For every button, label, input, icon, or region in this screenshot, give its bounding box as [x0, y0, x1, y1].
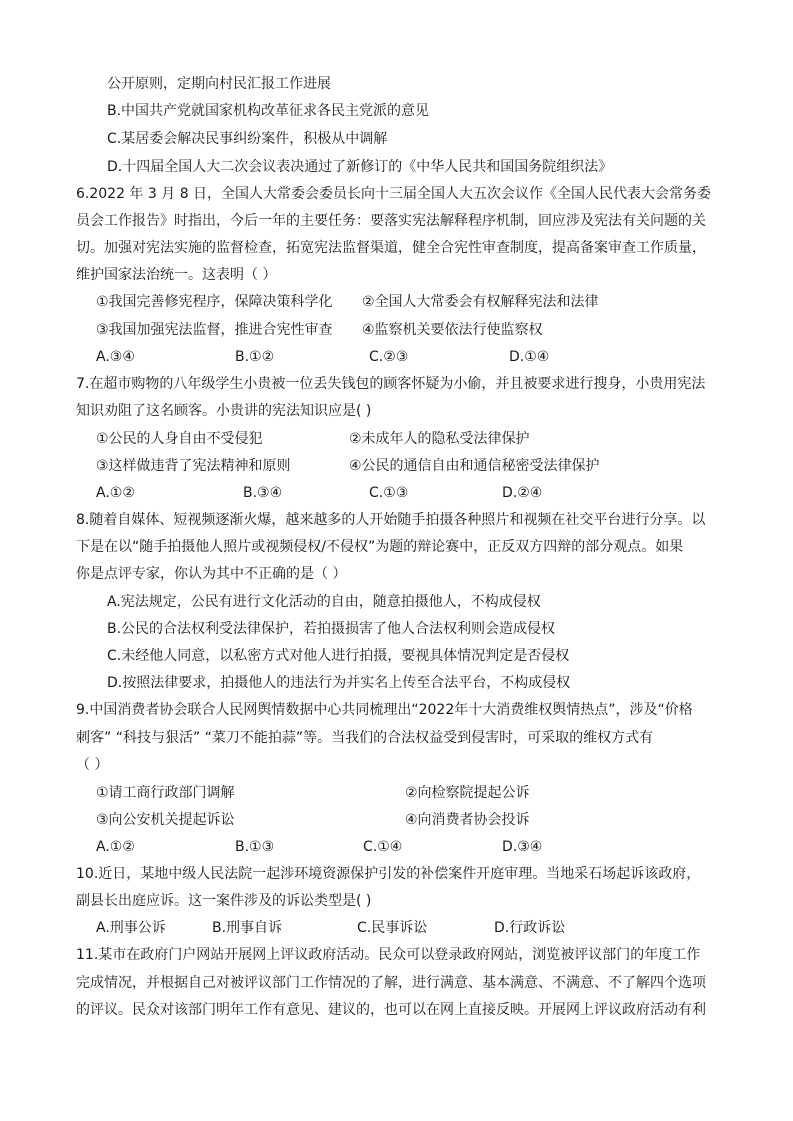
q9-choice-a: A.①②	[96, 839, 135, 855]
q8-stem-line-1: 8.随着自媒体、短视频逐渐火爆，越来越多的人开始随手拍摄各种照片和视频在社交平台进行分享。以	[76, 512, 706, 528]
q9-item-1: ①请工商行政部门调解	[96, 785, 235, 801]
q9-stem-line-1: 9.中国消费者协会联合人民网舆情数据中心共同梳理出“2022年十大消费维权舆情热点”，涉及“价格	[76, 702, 693, 718]
q6-choice-d: D.①④	[509, 349, 550, 365]
q10-choice-d: D.行政诉讼	[494, 920, 566, 936]
q9-item-2: ②向检察院提起公诉	[405, 785, 530, 801]
q5-option-d: D.十四届全国人大二次会议表决通过了新修订的《中华人民共和国国务院组织法》	[107, 159, 613, 175]
q6-stem-line-1: 6.2022 年 3 月 8 日，全国人大常委会委员长向十三届全国人大五次会议作《全国人民代表大会常务委	[76, 186, 712, 202]
q6-choice-a: A.③④	[96, 349, 135, 365]
q10-choice-a: A.刑事公诉	[96, 920, 166, 936]
q9-item-3: ③向公安机关提起诉讼	[96, 812, 235, 828]
q7-choice-a: A.①②	[96, 485, 135, 501]
q6-item-4: ④监察机关要依法行使监察权	[362, 322, 543, 338]
q6-stem-line-3: 切。加强对宪法实施的监督检查，拓宽宪法监督渠道，健全合宪性审查制度，提高备案审查工作质量，	[76, 240, 706, 256]
q7-choice-b: B.③④	[243, 485, 283, 501]
q6-item-1: ①我国完善修宪程序，保障决策科学化	[96, 294, 333, 310]
q9-item-4: ④向消费者协会投诉	[405, 812, 530, 828]
q7-stem-line-2: 知识劝阻了这名顾客。小贵讲的宪法知识应是( )	[76, 403, 372, 419]
q7-item-2: ②未成年人的隐私受法律保护	[349, 431, 530, 447]
q8-stem-line-2: 下是在以“随手拍摄他人照片或视频侵权/不侵权”为题的辩论赛中，正反双方四辩的部分观点。如果	[76, 539, 684, 555]
q8-option-b: B.公民的合法权利受法律保护，若拍摄损害了他人合法权利则会造成侵权	[107, 621, 556, 637]
q7-item-1: ①公民的人身自由不受侵犯	[96, 431, 263, 447]
q7-item-3: ③这样做违背了宪法精神和原则	[96, 458, 291, 474]
q5-option-b: B.中国共产党就国家机构改革征求各民主党派的意见	[107, 103, 430, 119]
q8-option-c: C.未经他人同意，以私密方式对他人进行拍摄，要视具体情况判定是否侵权	[107, 648, 570, 664]
q7-item-4: ④公民的通信自由和通信秘密受法律保护	[349, 458, 600, 474]
q11-stem-line-2: 完成情况，并根据自己对被评议部门工作情况的了解，进行满意、基本满意、不满意、不了解四个选项	[76, 975, 706, 991]
q5-option-c: C.某居委会解决民事纠纷案件，积极从中调解	[107, 131, 388, 147]
q11-stem-line-1: 11.某市在政府门户网站开展网上评议政府活动。民众可以登录政府网站，浏览被评议部门的年度工作	[76, 947, 701, 963]
q7-choice-d: D.②④	[502, 485, 543, 501]
q6-choice-c: C.②③	[369, 349, 409, 365]
q9-choice-b: B.①③	[235, 839, 275, 855]
q8-option-a: A.宪法规定，公民有进行文化活动的自由，随意拍摄他人，不构成侵权	[107, 594, 541, 610]
q11-stem-line-3: 的评议。民众对该部门明年工作有意见、建议的，也可以在网上直接反映。开展网上评议政府活动有利	[76, 1002, 706, 1018]
q6-item-2: ②全国人大常委会有权解释宪法和法律	[362, 294, 599, 310]
q10-choice-c: C.民事诉讼	[357, 920, 428, 936]
q10-stem-line-1: 10.近日，某地中级人民法院一起涉环境资源保护引发的补偿案件开庭审理。当地采石场起诉该政府，	[76, 866, 701, 882]
q9-stem-line-3: （ ）	[76, 757, 109, 773]
q7-choice-c: C.①③	[369, 485, 409, 501]
q9-choice-d: D.③④	[502, 839, 543, 855]
q6-item-3: ③我国加强宪法监督，推进合宪性审查	[96, 322, 333, 338]
q8-stem-line-3: 你是点评专家，你认为其中不正确的是（ ）	[76, 566, 347, 582]
q6-stem-line-4: 维护国家法治统一。这表明（ ）	[76, 267, 277, 283]
q5-option-a-continuation: 公开原则，定期向村民汇报工作进展	[107, 76, 331, 92]
q6-stem-line-2: 员会工作报告》时指出，今后一年的主要任务：要落实宪法解释程序机制，回应涉及宪法有关问题的关	[76, 213, 706, 229]
q6-choice-b: B.①②	[235, 349, 275, 365]
q10-choice-b: B.刑事自诉	[212, 920, 283, 936]
q9-choice-c: C.①④	[363, 839, 403, 855]
q9-stem-line-2: 刺客” “科技与狠活” “菜刀不能拍蒜”等。当我们的合法权益受到侵害时，可采取的维权方式有	[76, 730, 654, 746]
q8-option-d: D.按照法律要求，拍摄他人的违法行为并实名上传至合法平台，不构成侵权	[107, 675, 571, 691]
q7-stem-line-1: 7.在超市购物的八年级学生小贵被一位丢失钱包的顾客怀疑为小偷，并且被要求进行搜身，小贵用宪法	[76, 376, 706, 392]
q10-stem-line-2: 副县长出庭应诉。这一案件涉及的诉讼类型是( )	[76, 893, 372, 909]
